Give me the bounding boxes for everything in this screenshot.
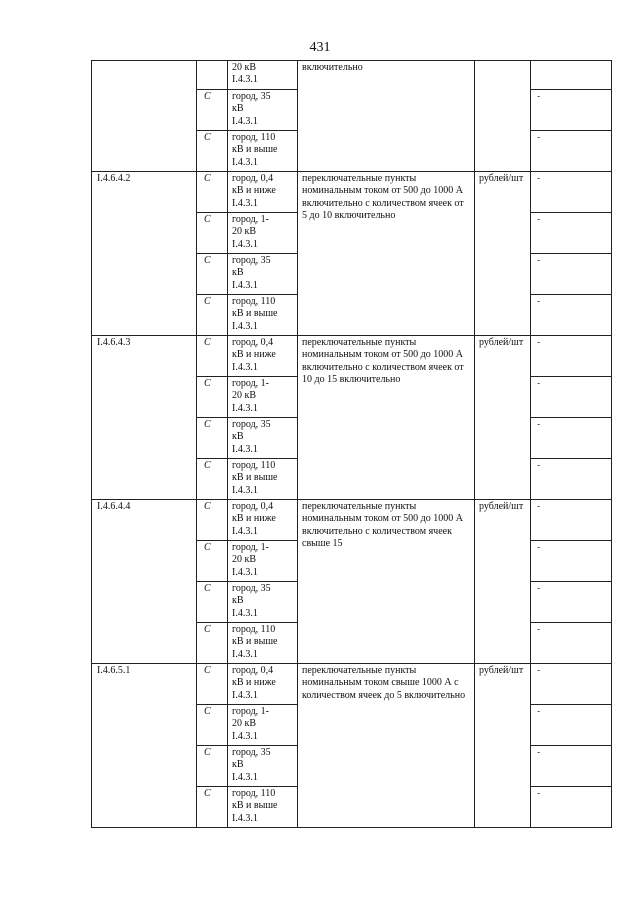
page-number: 431 bbox=[309, 40, 331, 55]
value-text: - bbox=[537, 460, 540, 471]
voltage-line: I.4.3.1 bbox=[232, 74, 258, 86]
voltage-line: кВ bbox=[232, 431, 244, 443]
value-text: - bbox=[537, 255, 540, 266]
category-cell: С bbox=[197, 418, 228, 459]
voltage-line: I.4.3.1 bbox=[232, 689, 258, 701]
value-cell bbox=[531, 623, 612, 664]
value-cell bbox=[531, 131, 612, 172]
voltage-cell bbox=[228, 500, 298, 541]
voltage-line: I.4.3.1 bbox=[232, 648, 258, 660]
voltage-line: город, 0,4 bbox=[232, 665, 274, 676]
voltage-line: кВ и ниже bbox=[232, 677, 276, 689]
value-cell bbox=[531, 787, 612, 828]
voltage-line: город, 35 bbox=[232, 91, 271, 102]
voltage-line: город, 35 bbox=[232, 255, 271, 266]
voltage-line: кВ и ниже bbox=[232, 349, 276, 361]
voltage-line: I.4.3.1 bbox=[232, 402, 258, 414]
voltage-line: I.4.3.1 bbox=[232, 320, 258, 332]
category-cell: С bbox=[197, 90, 228, 131]
voltage-cell bbox=[228, 623, 298, 664]
voltage-line: кВ и выше bbox=[232, 800, 278, 812]
category-cell bbox=[197, 61, 228, 90]
voltage-cell bbox=[228, 541, 298, 582]
voltage-line: кВ и выше bbox=[232, 472, 278, 484]
voltage-line: 20 кВ bbox=[232, 226, 257, 238]
voltage-line: I.4.3.1 bbox=[232, 156, 258, 168]
category-cell: С bbox=[197, 500, 228, 541]
category-cell: С bbox=[197, 787, 228, 828]
description-cell: переключательные пункты номинальным током свыше 1000 А с количеством ячеек до 5 включительно bbox=[298, 664, 475, 828]
voltage-line: I.4.3.1 bbox=[232, 525, 258, 537]
voltage-cell bbox=[228, 131, 298, 172]
value-cell bbox=[531, 61, 612, 90]
value-text: - bbox=[537, 214, 540, 225]
value-text: - bbox=[537, 624, 540, 635]
value-cell bbox=[531, 213, 612, 254]
voltage-line: I.4.3.1 bbox=[232, 238, 258, 250]
voltage-line: кВ и выше bbox=[232, 144, 278, 156]
value-text: - bbox=[537, 91, 540, 102]
category-cell: С bbox=[197, 254, 228, 295]
voltage-line: город, 110 bbox=[232, 788, 276, 799]
category-cell: С bbox=[197, 459, 228, 500]
value-cell bbox=[531, 295, 612, 336]
voltage-line: 20 кВ bbox=[232, 554, 257, 566]
code-cell bbox=[92, 61, 197, 172]
category-cell: С bbox=[197, 623, 228, 664]
unit-cell: рублей/шт bbox=[475, 664, 531, 828]
code-cell: I.4.6.4.3 bbox=[92, 336, 197, 500]
category-cell: С bbox=[197, 213, 228, 254]
voltage-line: I.4.3.1 bbox=[232, 197, 258, 209]
voltage-line: кВ bbox=[232, 759, 244, 771]
value-text: - bbox=[537, 583, 540, 594]
value-cell bbox=[531, 746, 612, 787]
voltage-cell bbox=[228, 664, 298, 705]
value-text: - bbox=[537, 419, 540, 430]
voltage-line: город, 0,4 bbox=[232, 337, 274, 348]
category-cell: С bbox=[197, 377, 228, 418]
unit-cell: рублей/шт bbox=[475, 172, 531, 336]
value-text: - bbox=[537, 337, 540, 348]
voltage-line: город, 35 bbox=[232, 747, 271, 758]
value-text: - bbox=[537, 706, 540, 717]
voltage-line: город, 110 bbox=[232, 624, 276, 635]
code-cell: I.4.6.5.1 bbox=[92, 664, 197, 828]
voltage-line: город, 0,4 bbox=[232, 501, 274, 512]
category-cell: С bbox=[197, 336, 228, 377]
value-text: - bbox=[537, 665, 540, 676]
tariff-table bbox=[91, 60, 612, 828]
value-cell bbox=[531, 90, 612, 131]
voltage-cell bbox=[228, 418, 298, 459]
category-cell: С bbox=[197, 705, 228, 746]
value-cell bbox=[531, 541, 612, 582]
voltage-cell bbox=[228, 295, 298, 336]
unit-cell: рублей/шт bbox=[475, 500, 531, 664]
voltage-cell bbox=[228, 172, 298, 213]
table-row bbox=[92, 664, 612, 705]
table-row bbox=[92, 61, 612, 90]
category-cell: С bbox=[197, 131, 228, 172]
voltage-cell bbox=[228, 459, 298, 500]
voltage-line: город, 110 bbox=[232, 132, 276, 143]
voltage-line: город, 110 bbox=[232, 460, 276, 471]
description-cell: переключательные пункты номинальным током от 500 до 1000 А включительно с количеством ячеек свыше 15 bbox=[298, 500, 475, 664]
code-cell: I.4.6.4.2 bbox=[92, 172, 197, 336]
value-text: - bbox=[537, 501, 540, 512]
voltage-cell bbox=[228, 254, 298, 295]
voltage-line: город, 35 bbox=[232, 419, 271, 430]
voltage-line: кВ bbox=[232, 103, 244, 115]
value-text: - bbox=[537, 296, 540, 307]
voltage-line: I.4.3.1 bbox=[232, 771, 258, 783]
voltage-line: I.4.3.1 bbox=[232, 812, 258, 824]
voltage-cell bbox=[228, 377, 298, 418]
value-text: - bbox=[537, 747, 540, 758]
table-row bbox=[92, 336, 612, 377]
voltage-line: 20 кВ bbox=[232, 390, 257, 402]
voltage-cell bbox=[228, 336, 298, 377]
value-cell bbox=[531, 582, 612, 623]
voltage-line: I.4.3.1 bbox=[232, 361, 258, 373]
description-cell: переключательные пункты номинальным током от 500 до 1000 А включительно с количеством ячеек от 5 до 10 включительно bbox=[298, 172, 475, 336]
voltage-line: город, 1- bbox=[232, 542, 269, 553]
voltage-line: I.4.3.1 bbox=[232, 115, 258, 127]
value-text: - bbox=[537, 173, 540, 184]
value-cell bbox=[531, 418, 612, 459]
value-cell bbox=[531, 254, 612, 295]
value-cell bbox=[531, 336, 612, 377]
voltage-line: кВ и ниже bbox=[232, 513, 276, 525]
value-cell bbox=[531, 459, 612, 500]
voltage-cell bbox=[228, 582, 298, 623]
value-cell bbox=[531, 172, 612, 213]
voltage-line: I.4.3.1 bbox=[232, 443, 258, 455]
category-cell: С bbox=[197, 295, 228, 336]
voltage-line: город, 35 bbox=[232, 583, 271, 594]
voltage-line: город, 0,4 bbox=[232, 173, 274, 184]
voltage-cell bbox=[228, 746, 298, 787]
table-row bbox=[92, 172, 612, 213]
voltage-line: кВ и ниже bbox=[232, 185, 276, 197]
value-cell bbox=[531, 500, 612, 541]
value-text: - bbox=[537, 132, 540, 143]
category-cell: С bbox=[197, 541, 228, 582]
voltage-line: I.4.3.1 bbox=[232, 730, 258, 742]
value-cell bbox=[531, 377, 612, 418]
unit-cell bbox=[475, 61, 531, 172]
description-cell: переключательные пункты номинальным током от 500 до 1000 А включительно с количеством ячеек от 10 до 15 включительно bbox=[298, 336, 475, 500]
voltage-line: город, 1- bbox=[232, 214, 269, 225]
voltage-line: I.4.3.1 bbox=[232, 484, 258, 496]
value-cell bbox=[531, 705, 612, 746]
table-row bbox=[92, 500, 612, 541]
category-cell: С bbox=[197, 664, 228, 705]
description-cell: включительно bbox=[298, 61, 475, 172]
voltage-line: город, 1- bbox=[232, 378, 269, 389]
voltage-line: город, 1- bbox=[232, 706, 269, 717]
voltage-line: 20 кВ bbox=[232, 718, 257, 730]
voltage-line: 20 кВ bbox=[232, 62, 257, 73]
value-cell bbox=[531, 664, 612, 705]
value-text: - bbox=[537, 788, 540, 799]
table-body bbox=[92, 61, 612, 828]
voltage-line: кВ и выше bbox=[232, 308, 278, 320]
voltage-cell bbox=[228, 213, 298, 254]
code-cell: I.4.6.4.4 bbox=[92, 500, 197, 664]
voltage-cell bbox=[228, 705, 298, 746]
category-cell: С bbox=[197, 582, 228, 623]
voltage-line: кВ bbox=[232, 267, 244, 279]
voltage-line: I.4.3.1 bbox=[232, 566, 258, 578]
voltage-cell bbox=[228, 90, 298, 131]
voltage-line: кВ и выше bbox=[232, 636, 278, 648]
category-cell: С bbox=[197, 172, 228, 213]
voltage-line: I.4.3.1 bbox=[232, 607, 258, 619]
voltage-line: город, 110 bbox=[232, 296, 276, 307]
voltage-line: I.4.3.1 bbox=[232, 279, 258, 291]
value-text: - bbox=[537, 542, 540, 553]
voltage-cell bbox=[228, 61, 298, 90]
unit-cell: рублей/шт bbox=[475, 336, 531, 500]
voltage-line: кВ bbox=[232, 595, 244, 607]
category-cell: С bbox=[197, 746, 228, 787]
value-text: - bbox=[537, 378, 540, 389]
voltage-cell bbox=[228, 787, 298, 828]
